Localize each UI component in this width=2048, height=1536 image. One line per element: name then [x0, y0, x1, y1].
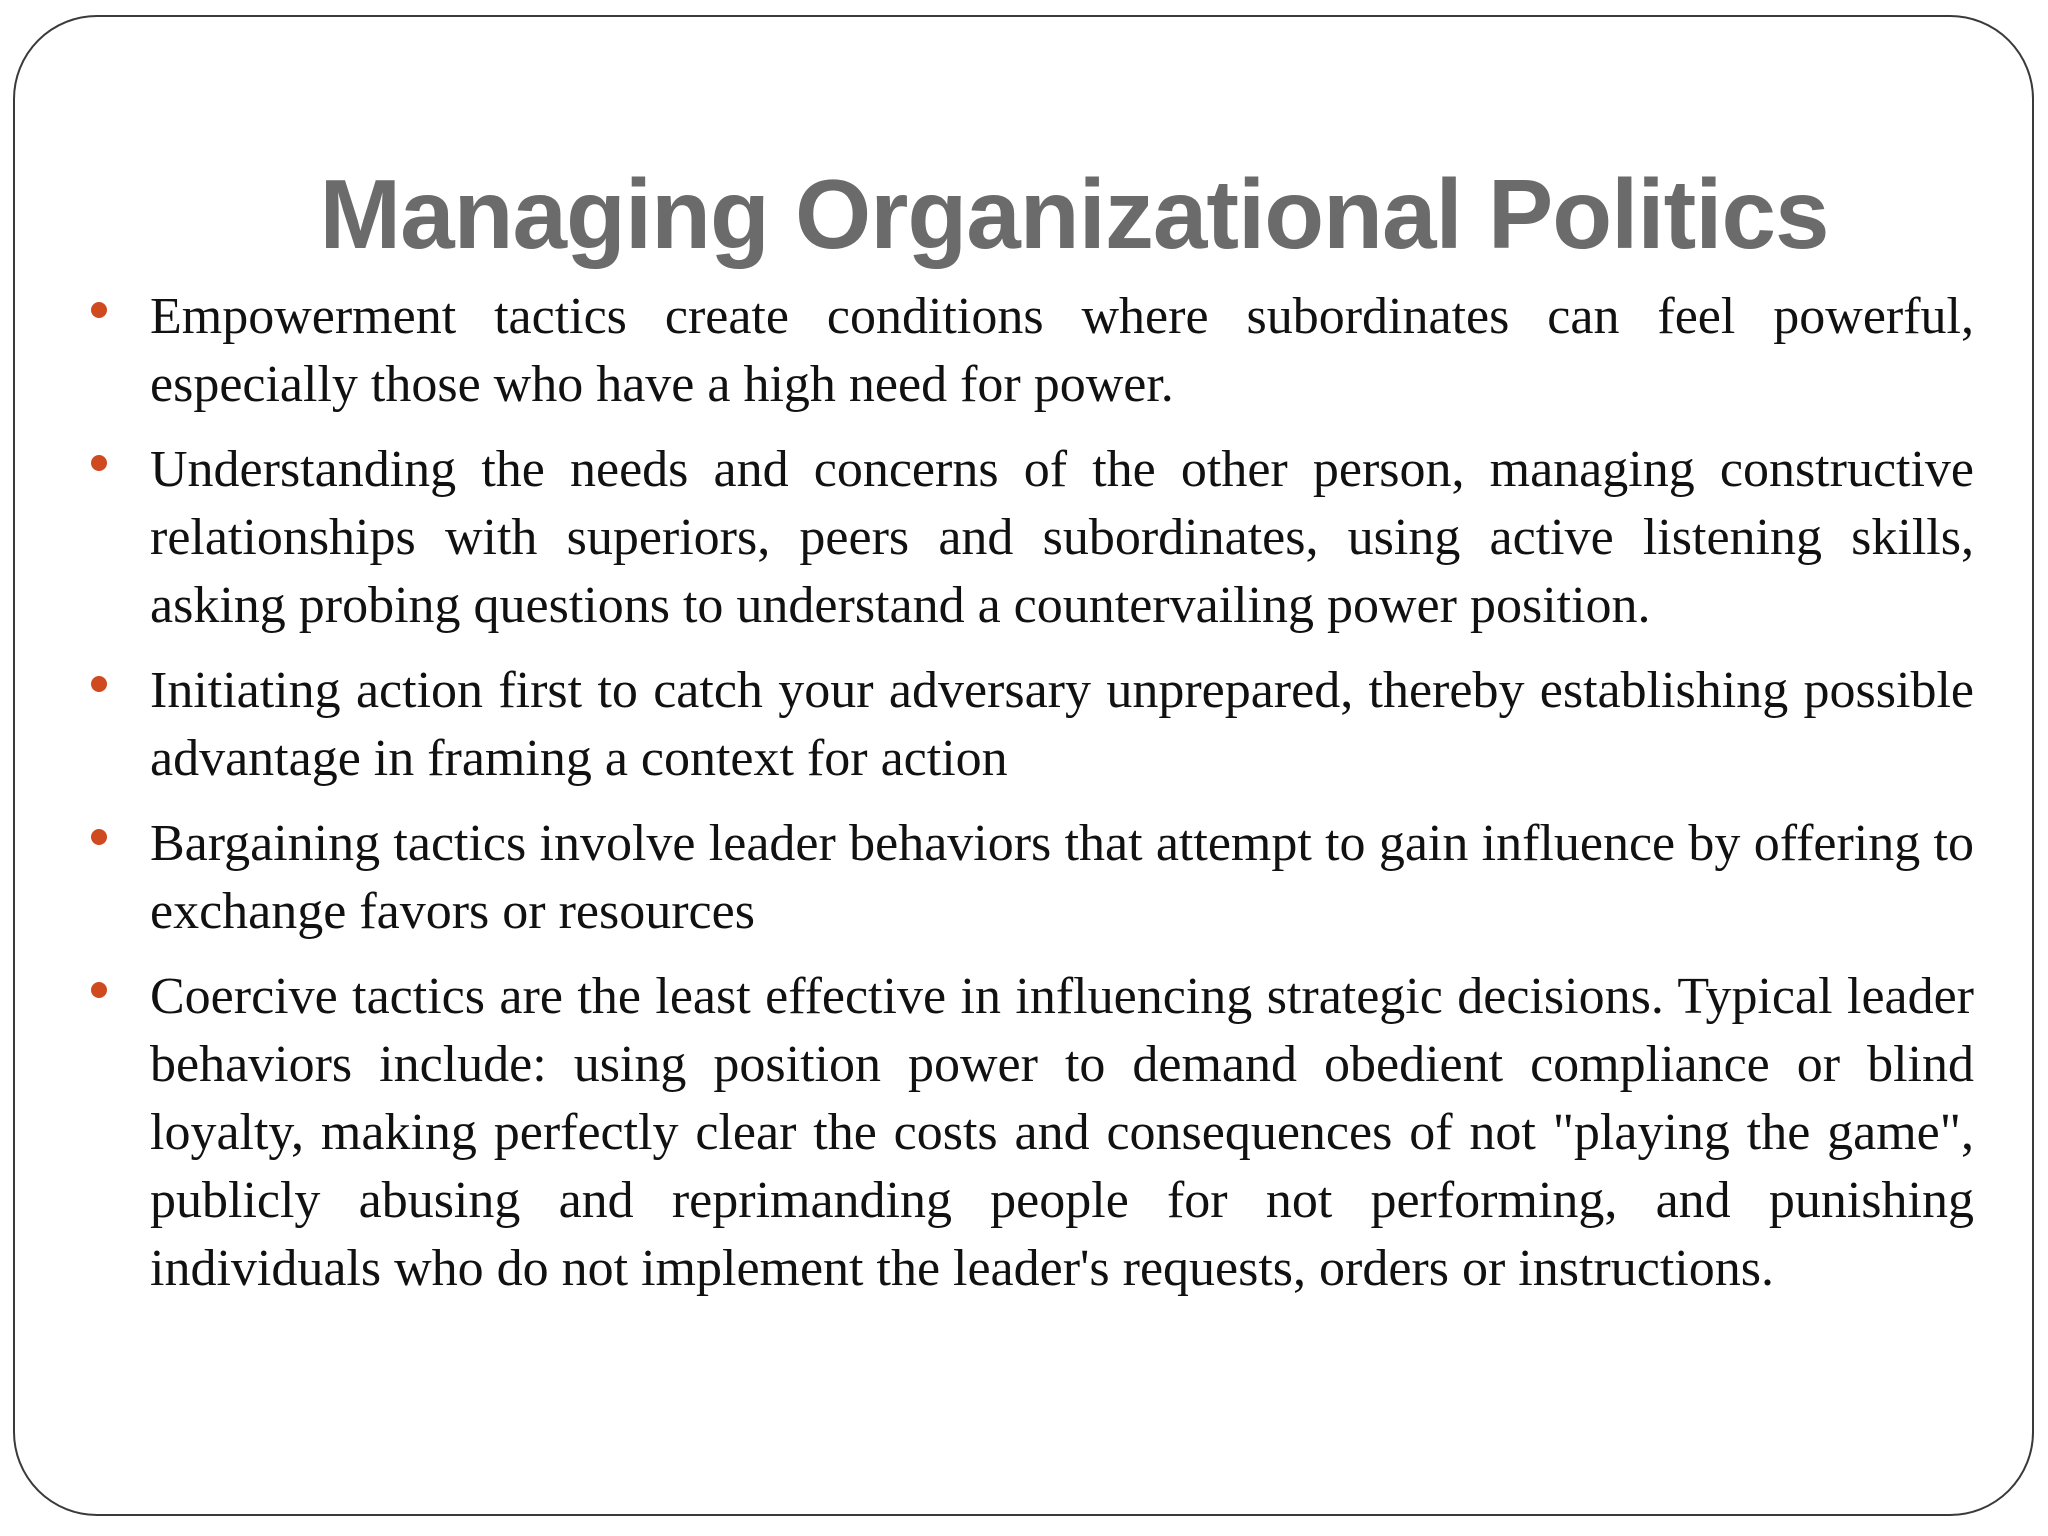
- bullet-dot-icon: [91, 455, 107, 471]
- bullet-list: [150, 283, 1974, 1303]
- slide-title: Managing Organizational Politics: [319, 158, 1829, 269]
- bullet-dot-icon: [91, 982, 107, 998]
- bullet-text: Understanding the needs and concerns of the other person, managing constructive relationships with superiors, peers and subordinates, using active listening skills, asking probing questions to understand a countervailing power position.: [150, 441, 1974, 634]
- bullet-dot-icon: [91, 829, 107, 845]
- bullet-item-understanding: [150, 436, 1974, 640]
- bullet-dot-icon: [91, 302, 107, 318]
- bullet-text: Initiating action first to catch your adversary unprepared, thereby establishing possible advantage in framing a context for action: [150, 662, 1974, 787]
- bullet-item-initiating: [150, 657, 1974, 793]
- bullet-text: Bargaining tactics involve leader behaviors that attempt to gain influence by offering to exchange favors or resources: [150, 815, 1974, 940]
- bullet-item-coercive: [150, 963, 1974, 1303]
- bullet-item-bargaining: [150, 810, 1974, 946]
- bullet-text: Empowerment tactics create conditions where subordinates can feel powerful, especially those who have a high need for power.: [150, 288, 1974, 413]
- bullet-text: Coercive tactics are the least effective in influencing strategic decisions. Typical leader behaviors include: using position power to demand obedient compliance or blind loyalty, making perfectly clear the costs and consequences of not "playing the game", publicly abusing and reprimanding people for not performing, and punishing individuals who do not implement the leader's requests, orders or instructions.: [150, 968, 1974, 1297]
- bullet-item-empowerment: [150, 283, 1974, 419]
- bullet-dot-icon: [91, 676, 107, 692]
